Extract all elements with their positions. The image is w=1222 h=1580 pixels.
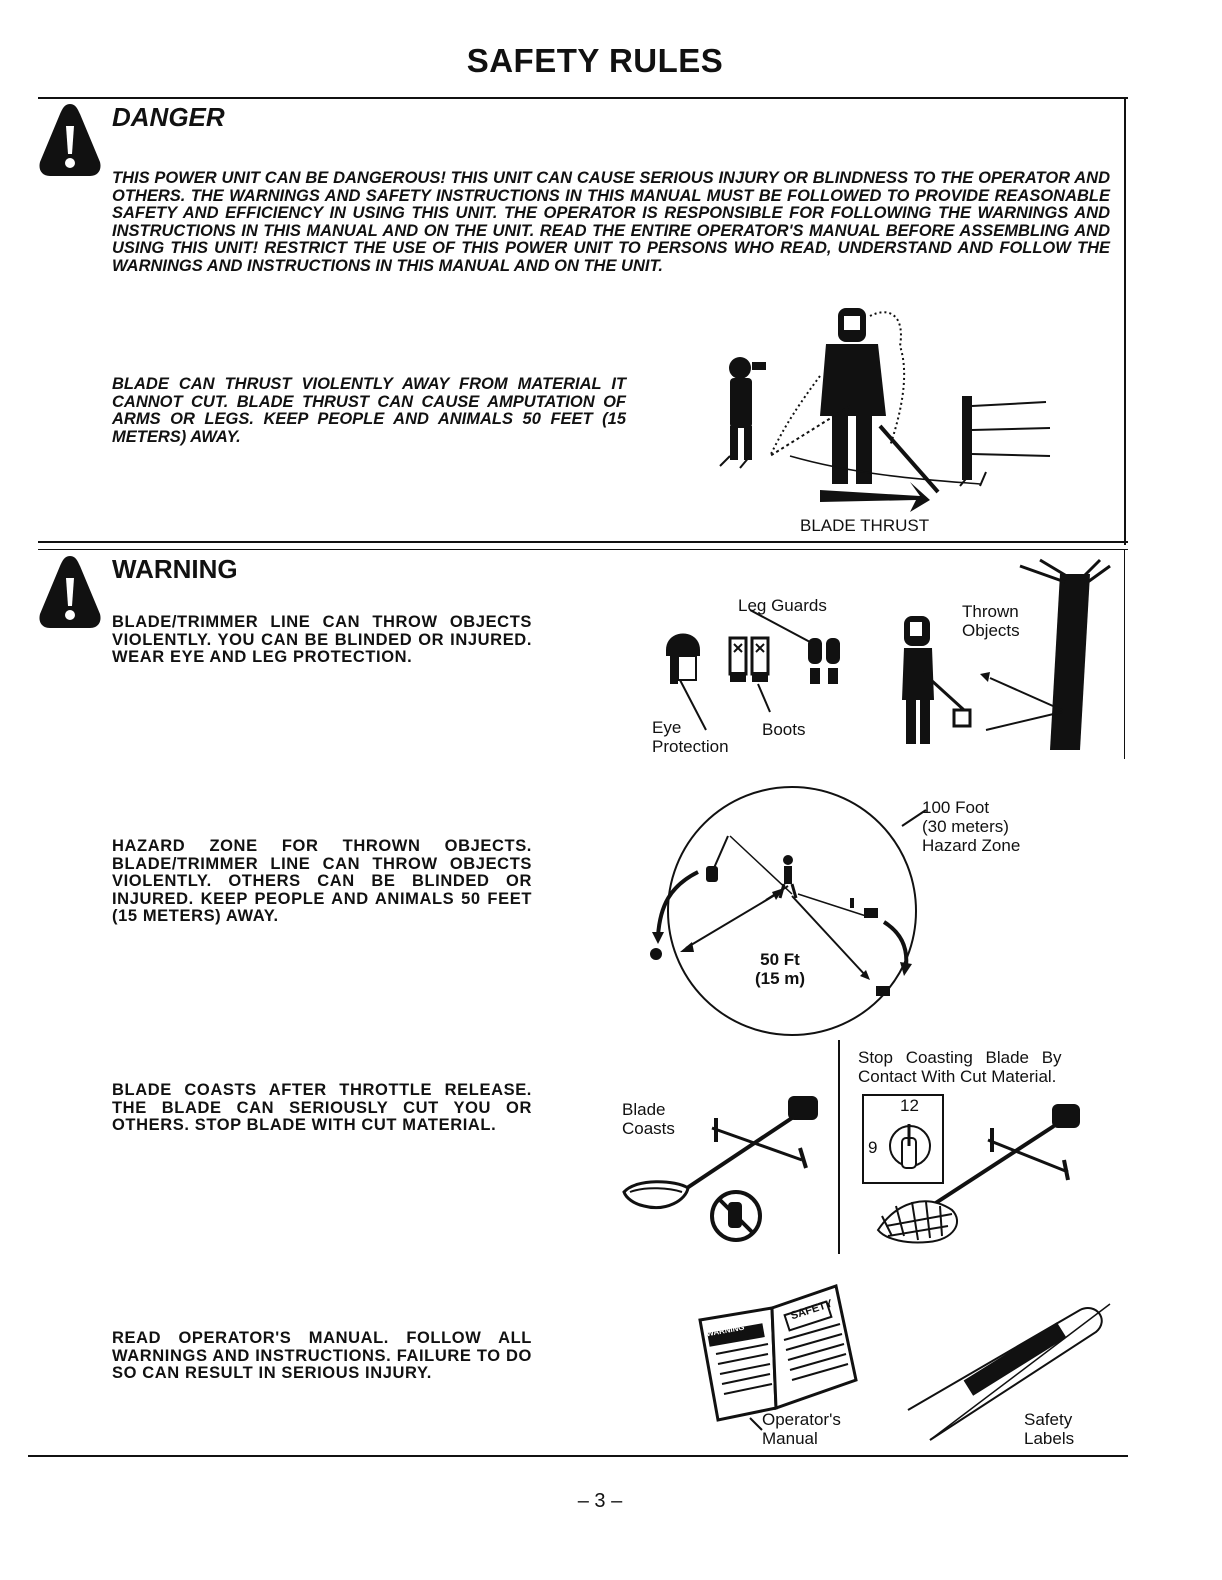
- protective-gear-illustration: [660, 620, 880, 730]
- clock-9: 9: [868, 1138, 878, 1157]
- stop-blade-illustration: [868, 1090, 1108, 1260]
- operators-manual-label: [762, 1410, 841, 1448]
- hazard-zone-line-2: (30 meters): [922, 817, 1009, 836]
- leg-guards-label: Leg Guards: [738, 596, 827, 615]
- safety-labels-label: [1024, 1410, 1074, 1448]
- eye-protection-line-2: Protection: [652, 737, 729, 756]
- danger-bottom-rule: [38, 541, 1128, 543]
- safety-labels-line-1: Safety: [1024, 1410, 1073, 1429]
- safety-label-tube-illustration: [900, 1290, 1120, 1450]
- danger-top-rule: [38, 97, 1128, 99]
- danger-right-rule: [1124, 97, 1126, 545]
- warning-triangle-icon: [36, 552, 104, 632]
- danger-triangle-icon: [36, 100, 104, 180]
- page-bottom-rule: [28, 1455, 1128, 1457]
- thrown-objects-illustration: [890, 560, 1130, 750]
- thrown-objects-line-2: Objects: [962, 621, 1020, 640]
- danger-intro-text: THIS POWER UNIT CAN BE DANGEROUS! THIS UNIT CAN CAUSE SERIOUS INJURY OR BLINDNESS TO THE OPERATOR AND OTHERS. THE WARNINGS AND SAFETY INSTRUCTIONS IN THIS MANUAL MUST BE FOLLOWED TO PROVIDE REASONABLE SAFETY AND EFFICIENCY IN USING THIS UNIT. THE OPERATOR IS RESPONSIBLE FOR FOLLOWING THE WARNINGS AND INSTRUCTIONS IN THIS MANUAL AND ON THE UNIT. READ THE ENTIRE OPERATOR'S MANUAL BEFORE ASSEMBLING AND USING THIS UNIT! RESTRICT THE USE OF THIS POWER UNIT TO PERSONS WHO READ, UNDERSTAND AND FOLLOW THE WARNINGS AND INSTRUCTIONS IN THIS MANUAL AND ON THE UNIT.: [112, 169, 1110, 275]
- book-left-label: WARNING: [705, 1322, 746, 1339]
- safety-labels-line-2: Labels: [1024, 1429, 1075, 1448]
- tube-label: WARNING: [970, 1324, 1023, 1364]
- operators-manual-line-2: Manual: [762, 1429, 818, 1448]
- book-right-label: SAFETY: [789, 1297, 835, 1323]
- page-title: SAFETY RULES: [466, 42, 724, 79]
- stop-coasting-label: [858, 1048, 1062, 1086]
- protection-text: BLADE/TRIMMER LINE CAN THROW OBJECTS VIOLENTLY. YOU CAN BE BLINDED OR INJURED. WEAR EYE AND LEG PROTECTION.: [112, 613, 532, 666]
- blade-thrust-text: BLADE CAN THRUST VIOLENTLY AWAY FROM MATERIAL IT CANNOT CUT. BLADE THRUST CAN CAUSE AMPUTATION OF ARMS OR LEGS. KEEP PEOPLE AND ANIMALS 50 FEET (15 METERS) AWAY.: [112, 375, 626, 446]
- blade-coasts-illustration: [616, 1088, 836, 1248]
- operators-manual-line-1: Operator's: [762, 1410, 841, 1429]
- boots-label: Boots: [762, 720, 806, 739]
- manual-text: READ OPERATOR'S MANUAL. FOLLOW ALL WARNINGS AND INSTRUCTIONS. FAILURE TO DO SO CAN RESULT IN SERIOUS INJURY.: [112, 1329, 532, 1382]
- radius-line-2: (15 m): [754, 969, 806, 988]
- blade-thrust-illustration: [700, 296, 1060, 516]
- warning-top-rule: [38, 549, 1128, 550]
- thrown-objects-label: [962, 602, 1020, 640]
- hazard-zone-diagram: [640, 776, 940, 1046]
- radius-label: [750, 950, 810, 988]
- hazard-zone-text: HAZARD ZONE FOR THROWN OBJECTS. BLADE/TRIMMER LINE CAN THROW OBJECTS VIOLENTLY. OTHERS CAN BE BLINDED OR INJURED. KEEP PEOPLE AND ANIMALS 50 FEET (15 METERS) AWAY.: [112, 837, 532, 925]
- thrown-objects-line-1: Thrown: [962, 602, 1019, 621]
- blade-thrust-caption: BLADE THRUST: [800, 516, 930, 535]
- eye-protection-label: [652, 718, 729, 756]
- coasting-divider: [838, 1040, 840, 1254]
- clock-12: 12: [900, 1096, 919, 1115]
- danger-heading: DANGER: [112, 102, 225, 132]
- blade-coasts-line-1: Blade: [622, 1100, 666, 1119]
- blade-coasts-text: BLADE COASTS AFTER THROTTLE RELEASE. THE BLADE CAN SERIOUSLY CUT YOU OR OTHERS. STOP BLADE WITH CUT MATERIAL.: [112, 1081, 532, 1134]
- hazard-zone-label: [922, 798, 1020, 855]
- page-number: – 3 –: [577, 1490, 623, 1512]
- hazard-zone-line-3: Hazard Zone: [922, 836, 1021, 855]
- eye-protection-line-1: Eye: [652, 718, 682, 737]
- blade-coasts-line-2: Coasts: [622, 1119, 675, 1138]
- operators-manual-book-illustration: [690, 1280, 870, 1430]
- hazard-zone-line-1: 100 Foot: [922, 798, 990, 817]
- stop-coasting-line-1: Stop Coasting Blade By: [858, 1048, 1062, 1067]
- stop-coasting-line-2: Contact With Cut Material.: [858, 1067, 1057, 1086]
- radius-line-1: 50 Ft: [760, 950, 800, 969]
- warning-heading: WARNING: [112, 554, 238, 584]
